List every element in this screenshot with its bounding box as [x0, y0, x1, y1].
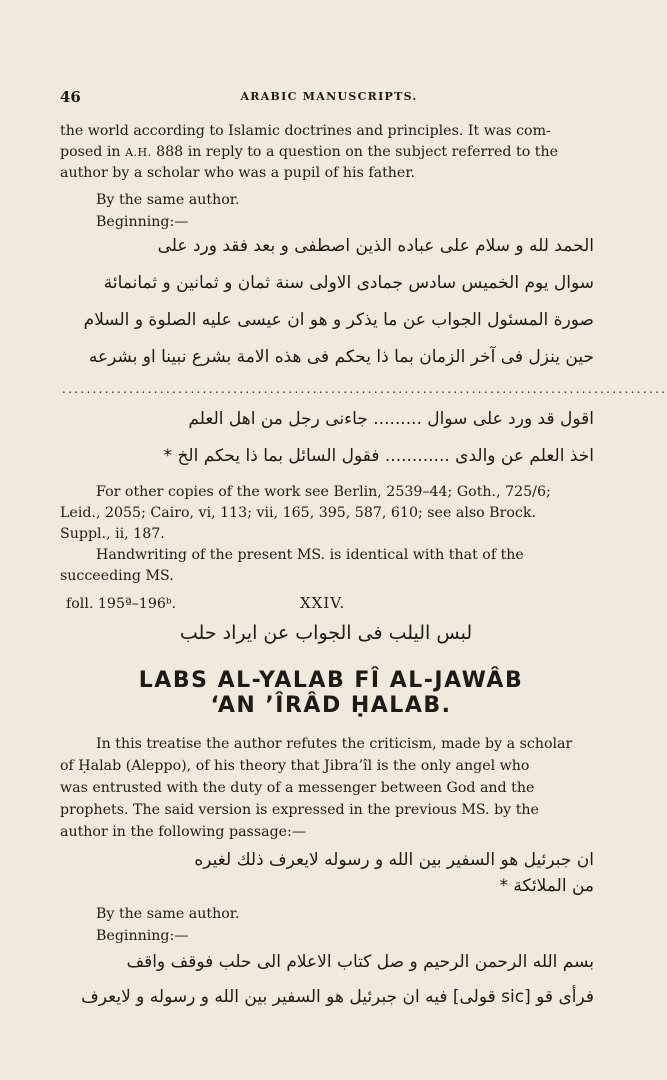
ellipsis-rule: ................................................................................................... [62, 382, 667, 396]
arabic-line: اقول قد ورد على سوال ......... جاءنى رجل من اهل العلم [188, 409, 594, 429]
text-line: author by a scholar who was a pupil of his father. [60, 165, 416, 181]
text-line: By the same author. [96, 192, 240, 208]
arabic-line: الحمد لله و سلام على عباده الذين اصطفى و بعد فقد ورد على [157, 236, 594, 256]
text-fragment: 888 in reply to a question on the subject referred to the [151, 144, 559, 160]
text-line: For other copies of the work see Berlin, 2539–44; Goth., 725/6; [96, 484, 551, 500]
text-line: was entrusted with the duty of a messenger between God and the [60, 780, 535, 796]
text-line: By the same author. [96, 906, 240, 922]
arabic-line: فرأى قو [sic قولى] فيه ان جبرئيل هو السفير بين الله و رسوله و لايعرف [81, 987, 594, 1007]
section-number: XXIV. [300, 594, 346, 612]
text-line: Handwriting of the present MS. is identical with that of the [96, 547, 524, 563]
text-line: of Ḥalab (Aleppo), of his theory that Jibra’îl is the only angel who [60, 758, 530, 774]
era-abbreviation: A.H. [125, 146, 152, 159]
arabic-title: لبس اليلب فى الجواب عن ايراد حلب [179, 622, 473, 644]
arabic-line: بسم الله الرحمن الرحيم و صل كتاب الاعلام الى حلب فوقف واقف [126, 952, 594, 972]
page-number: 46 [60, 88, 81, 106]
arabic-line: من الملائكة * [499, 876, 594, 896]
arabic-line: حين ينزل فى آخر الزمان بما ذا يحكم فى هذه الامة بشرع نبينا او بشرعه [88, 347, 594, 367]
text-line: prophets. The said version is expressed in the previous MS. by the [60, 802, 539, 818]
arabic-line: صورة المسئول الجواب عن ما يذكر و هو ان عيسى عليه الصلوة و السلام [83, 310, 594, 330]
arabic-line: سوال يوم الخميس سادس جمادى الاولى سنة ثمان و ثمانين و ثمانمائة [103, 273, 594, 293]
text-fragment: posed in [60, 144, 126, 160]
english-title-line2: ‘AN ’ÎRÂD ḤALAB. [210, 693, 452, 718]
text-line: succeeding MS. [60, 568, 174, 584]
folio-reference: foll. 195ª–196ᵇ. [66, 596, 177, 612]
page-header [60, 88, 598, 110]
arabic-line: ان جبرئيل هو السفير بين الله و رسوله لايعرف ذلك لغيره [194, 850, 594, 870]
text-line [60, 142, 592, 163]
text-line: Leid., 2055; Cairo, vi, 113; vii, 165, 395, 587, 610; see also Brock. [60, 505, 536, 521]
text-line: author in the following passage:— [60, 824, 307, 840]
english-title-line1: LABS AL-YALAB FÎ AL-JAWÂB [138, 668, 524, 693]
running-title: ARABIC MANUSCRIPTS. [240, 90, 418, 103]
text-line: Beginning:— [96, 214, 189, 230]
text-line: Suppl., ii, 187. [60, 526, 165, 542]
text-line: In this treatise the author refutes the criticism, made by a scholar [96, 736, 573, 752]
text-line: Beginning:— [96, 928, 189, 944]
text-line: the world according to Islamic doctrines and principles. It was com- [60, 123, 551, 139]
arabic-line: اخذ العلم عن والدى ............ فقول السائل بما ذا يحكم الخ * [163, 446, 594, 466]
